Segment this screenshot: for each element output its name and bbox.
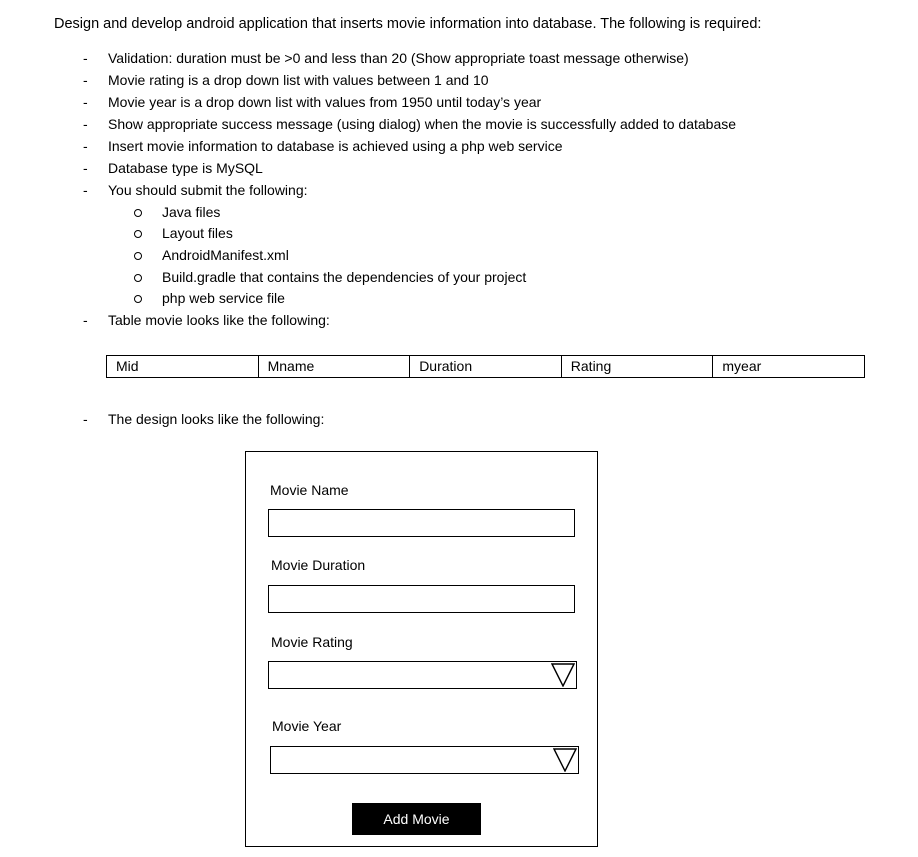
circle-bullet-icon [134, 252, 142, 260]
submit-item-text: Layout files [162, 225, 233, 241]
triangle-down-icon [553, 748, 577, 772]
circle-bullet-icon [134, 209, 142, 217]
dash-bullet: - [83, 312, 88, 328]
dash-bullet: - [83, 160, 88, 176]
submit-item-text: php web service file [162, 290, 285, 306]
submit-item-text: Build.gradle that contains the dependencies of your project [162, 269, 527, 285]
table-header-cell: Mid [107, 356, 259, 377]
intro-paragraph: Design and develop android application that inserts movie information into database. The following is required: [54, 16, 762, 32]
movie-duration-input[interactable] [268, 585, 575, 613]
dash-bullet: - [83, 72, 88, 88]
movie-duration-label: Movie Duration [271, 557, 366, 573]
requirement-text: Movie rating is a drop down list with values between 1 and 10 [108, 72, 489, 88]
table-header-cell: Mname [259, 356, 411, 377]
dash-bullet: - [83, 116, 88, 132]
requirement-text: Validation: duration must be >0 and less than 20 (Show appropriate toast message otherwise) [108, 50, 689, 66]
submit-item-text: Java files [162, 204, 221, 220]
table-header-cell: Duration [410, 356, 562, 377]
circle-bullet-icon [134, 295, 142, 303]
movie-rating-label: Movie Rating [271, 634, 353, 650]
dash-bullet: - [83, 182, 88, 198]
table-header-cell: Rating [562, 356, 714, 377]
movie-year-dropdown[interactable] [270, 746, 579, 774]
requirement-text: You should submit the following: [108, 182, 308, 198]
movie-table [106, 355, 865, 378]
submit-item-text: AndroidManifest.xml [162, 247, 289, 263]
design-intro-text: The design looks like the following: [108, 411, 325, 427]
table-header-cell: myear [722, 358, 762, 374]
requirement-text: Database type is MySQL [108, 160, 263, 176]
dash-bullet: - [83, 50, 88, 66]
table-intro-text: Table movie looks like the following: [108, 312, 330, 328]
movie-year-label: Movie Year [272, 718, 342, 734]
app-design-mockup [245, 451, 598, 847]
add-movie-button[interactable]: Add Movie [352, 803, 481, 835]
circle-bullet-icon [134, 274, 142, 282]
movie-name-input[interactable] [268, 509, 575, 537]
dash-bullet: - [83, 411, 88, 427]
movie-name-label: Movie Name [270, 482, 349, 498]
circle-bullet-icon [134, 230, 142, 238]
movie-rating-dropdown[interactable] [268, 661, 577, 689]
requirement-text: Insert movie information to database is achieved using a php web service [108, 138, 563, 154]
requirement-text: Show appropriate success message (using dialog) when the movie is successfully added to database [108, 116, 737, 132]
dash-bullet: - [83, 138, 88, 154]
requirement-text: Movie year is a drop down list with values from 1950 until today’s year [108, 94, 542, 110]
dash-bullet: - [83, 94, 88, 110]
triangle-down-icon [551, 663, 575, 687]
